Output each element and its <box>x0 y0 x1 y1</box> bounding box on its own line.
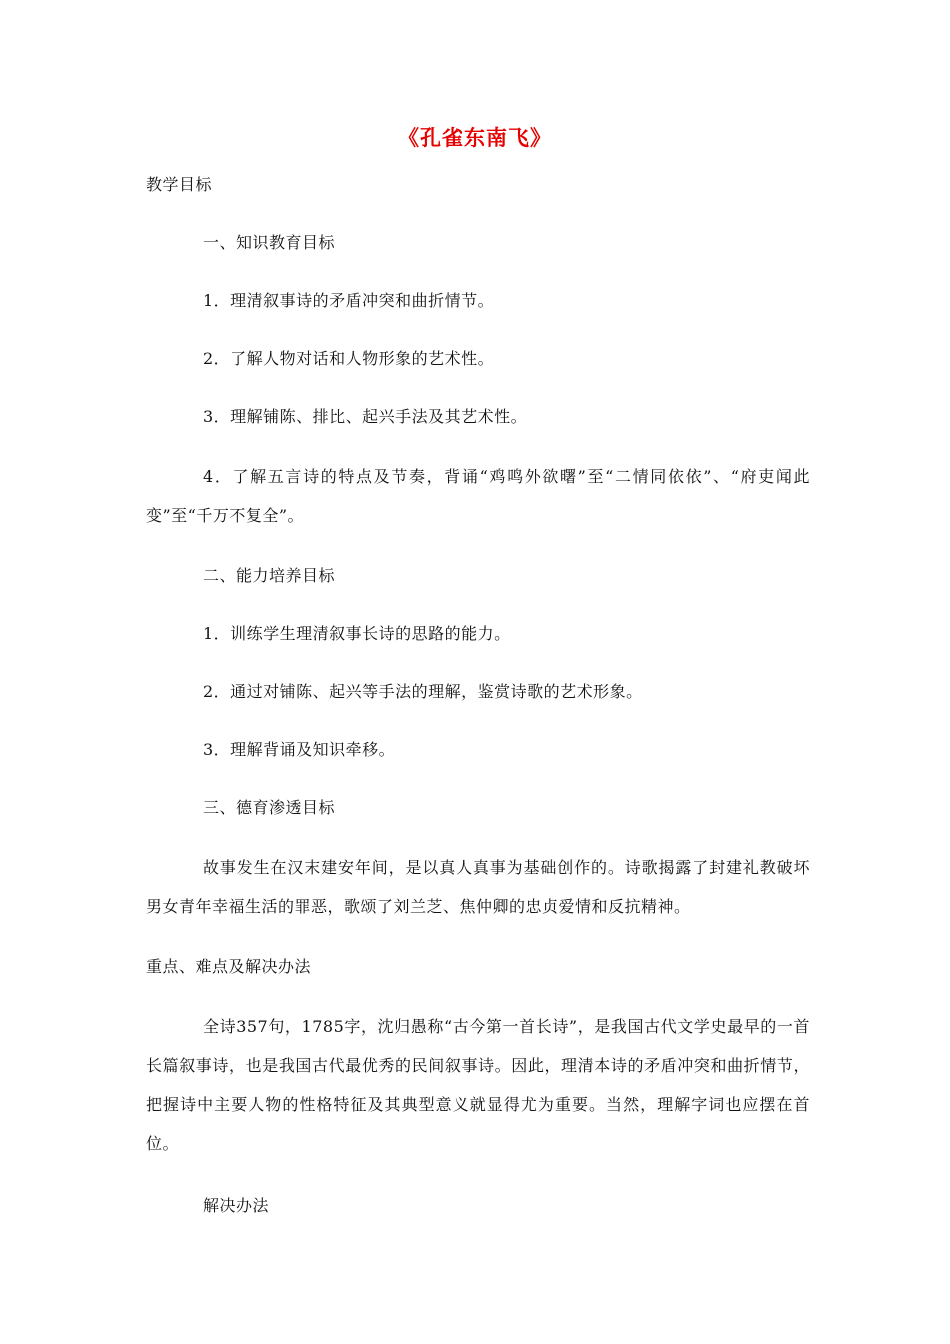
ability-goal-item-2: 2．通过对铺陈、起兴等手法的理解，鉴赏诗歌的艺术形象。 <box>203 682 643 701</box>
moral-goals-heading: 三、德育渗透目标 <box>203 798 336 817</box>
ability-goal-item-3: 3．理解背诵及知识牵移。 <box>203 740 396 759</box>
knowledge-goal-item-4: 4．了解五言诗的特点及节奏，背诵“鸡鸣外欲曙”至“二情同依依”、“府吏闻此变”至“千万不复全”。 <box>146 467 810 525</box>
knowledge-goal-item-2: 2．了解人物对话和人物形象的艺术性。 <box>203 349 495 368</box>
ability-goals-heading: 二、能力培养目标 <box>203 566 336 585</box>
section-heading-goals: 教学目标 <box>146 175 213 194</box>
knowledge-goal-item-1: 1．理清叙事诗的矛盾冲突和曲折情节。 <box>203 291 495 310</box>
moral-goals-paragraph: 故事发生在汉末建安年间，是以真人真事为基础创作的。诗歌揭露了封建礼教破坏男女青年幸福生活的罪恶，歌颂了刘兰芝、焦仲卿的忠贞爱情和反抗精神。 <box>146 858 810 916</box>
section-heading-key-points: 重点、难点及解决办法 <box>146 957 312 976</box>
ability-goal-item-1: 1．训练学生理清叙事长诗的思路的能力。 <box>203 624 511 643</box>
knowledge-goals-heading: 一、知识教育目标 <box>203 233 336 252</box>
solution-heading: 解决办法 <box>203 1196 270 1215</box>
key-points-paragraph: 全诗357句，1785字，沈归愚称“古今第一首长诗”，是我国古代文学史最早的一首长篇叙事诗，也是我国古代最优秀的民间叙事诗。因此，理清本诗的矛盾冲突和曲折情节，把握诗中主要人物的性格特征及其典型意义就显得尤为重要。当然，理解字词也应摆在首位。 <box>146 1017 810 1153</box>
knowledge-goal-item-3: 3．理解铺陈、排比、起兴手法及其艺术性。 <box>203 407 528 426</box>
document-title: 《孔雀东南飞》 <box>398 126 552 150</box>
